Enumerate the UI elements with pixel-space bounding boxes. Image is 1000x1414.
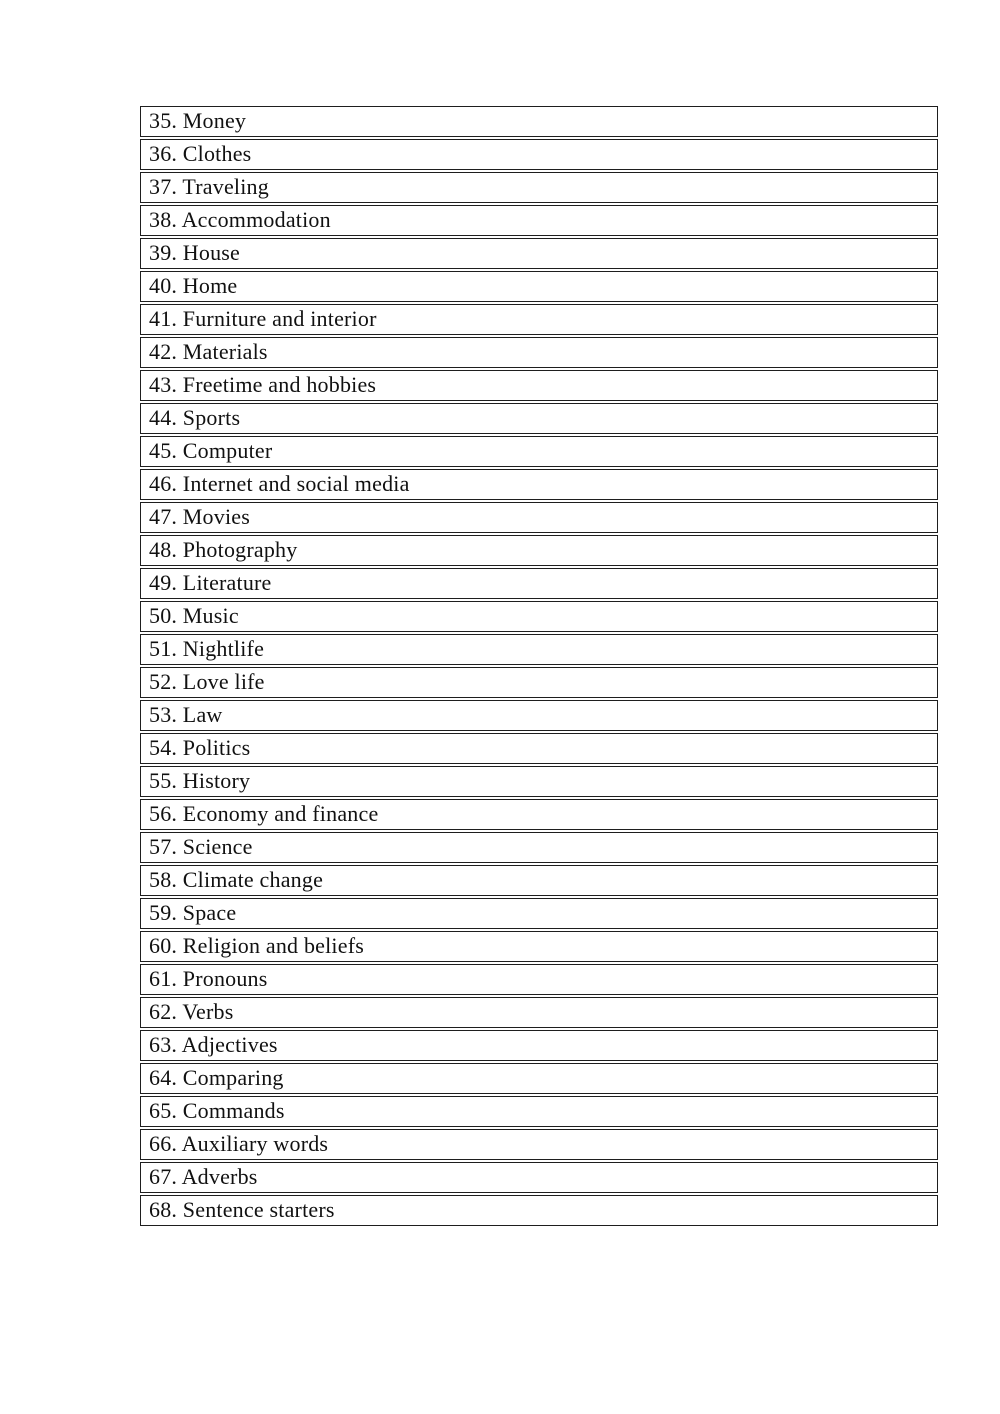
table-row (140, 370, 938, 401)
table-row (140, 1129, 938, 1160)
row-label: 57. Science (149, 833, 253, 859)
table-row (140, 1030, 938, 1061)
row-label: 44. Sports (149, 404, 241, 430)
table-row (140, 733, 938, 764)
table-row (140, 469, 938, 500)
row-label: 63. Adjectives (149, 1031, 278, 1057)
row-label: 53. Law (149, 701, 223, 727)
table-row (140, 865, 938, 896)
row-label: 67. Adverbs (149, 1163, 258, 1189)
row-label: 43. Freetime and hobbies (149, 371, 377, 397)
row-label: 54. Politics (149, 734, 251, 760)
table-row (140, 832, 938, 863)
table-row (140, 1096, 938, 1127)
table-row (140, 997, 938, 1028)
row-label: 40. Home (149, 272, 238, 298)
row-label: 50. Music (149, 602, 239, 628)
table-row (140, 106, 938, 137)
row-label: 58. Climate change (149, 866, 324, 892)
table-row (140, 271, 938, 302)
table-row (140, 502, 938, 533)
row-label: 65. Commands (149, 1097, 285, 1123)
table-row (140, 601, 938, 632)
row-label: 62. Verbs (149, 998, 234, 1024)
table-row (140, 1063, 938, 1094)
contents-table (140, 106, 938, 1226)
row-label: 42. Materials (149, 338, 268, 364)
row-label: 38. Accommodation (149, 206, 331, 232)
table-row (140, 700, 938, 731)
table-row (140, 568, 938, 599)
table-row (140, 667, 938, 698)
table-row (140, 964, 938, 995)
table-row (140, 205, 938, 236)
row-label: 49. Literature (149, 569, 272, 595)
table-row (140, 304, 938, 335)
row-label: 39. House (149, 239, 241, 265)
table-row (140, 1195, 938, 1226)
row-label: 37. Traveling (149, 173, 269, 199)
table-row (140, 898, 938, 929)
row-label: 41. Furniture and interior (149, 305, 377, 331)
table-row (140, 403, 938, 434)
row-label: 56. Economy and finance (149, 800, 379, 826)
table-row (140, 139, 938, 170)
table-row (140, 436, 938, 467)
row-label: 64. Comparing (149, 1064, 284, 1090)
row-label: 52. Love life (149, 668, 265, 694)
row-label: 36. Clothes (149, 140, 252, 166)
table-row (140, 799, 938, 830)
table-row (140, 172, 938, 203)
row-label: 55. History (149, 767, 251, 793)
row-label: 48. Photography (149, 536, 298, 562)
table-row (140, 1162, 938, 1193)
row-label: 47. Movies (149, 503, 250, 529)
table-row (140, 931, 938, 962)
row-label: 60. Religion and beliefs (149, 932, 364, 958)
table-row (140, 766, 938, 797)
row-label: 68. Sentence starters (149, 1196, 335, 1222)
row-label: 59. Space (149, 899, 237, 925)
table-row (140, 238, 938, 269)
row-label: 45. Computer (149, 437, 273, 463)
table-row (140, 337, 938, 368)
row-label: 35. Money (149, 107, 247, 133)
row-label: 46. Internet and social media (149, 470, 410, 496)
table-row (140, 634, 938, 665)
row-label: 61. Pronouns (149, 965, 268, 991)
row-label: 66. Auxiliary words (149, 1130, 329, 1156)
row-label: 51. Nightlife (149, 635, 265, 661)
table-row (140, 535, 938, 566)
